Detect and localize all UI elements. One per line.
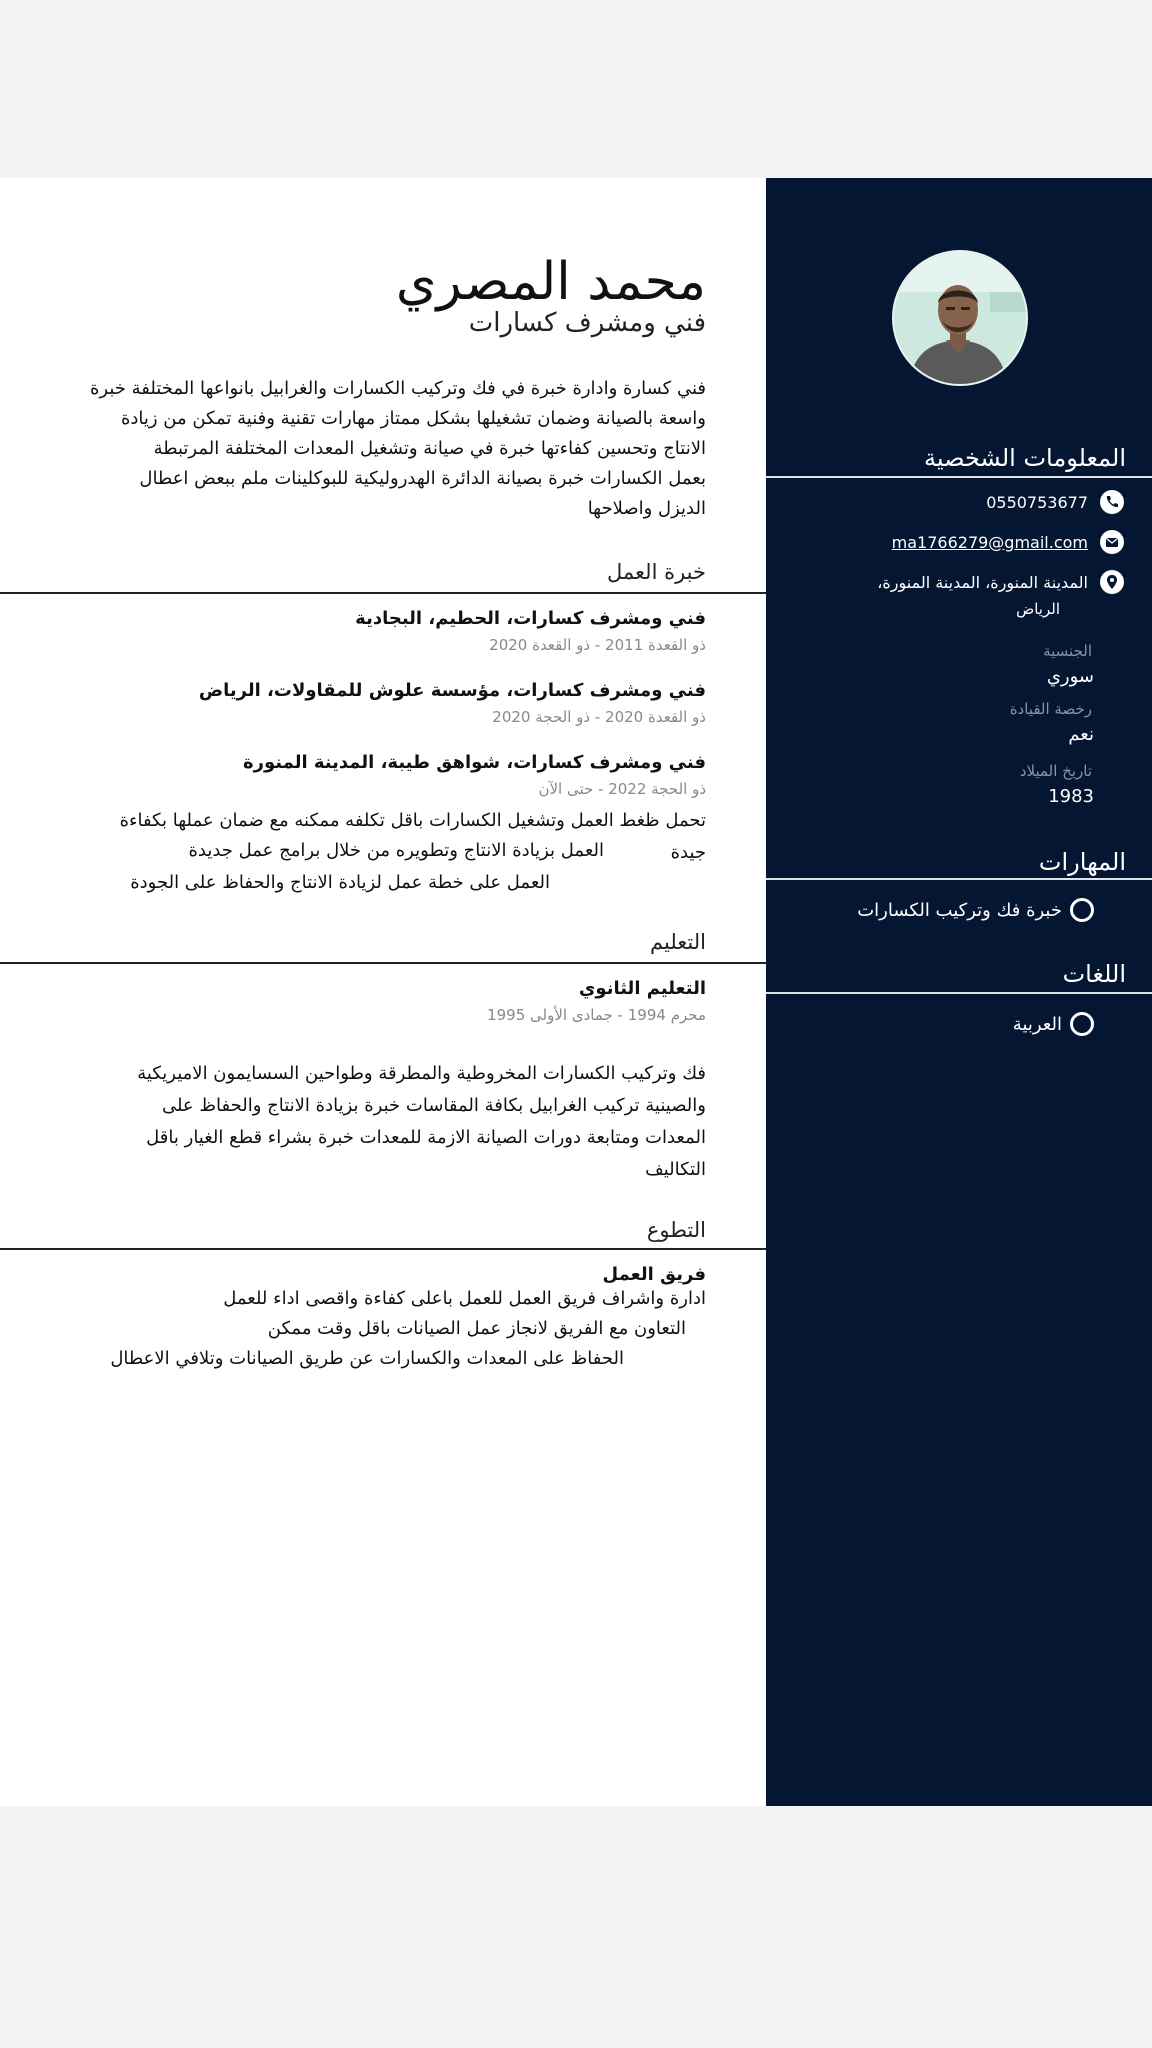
resume-page — [0, 178, 1152, 1806]
nationality-label: الجنسية — [1043, 642, 1092, 660]
education-heading: التعليم — [650, 930, 706, 954]
personal-info-divider — [766, 476, 1152, 478]
job-dates: ذو القعدة 2011 - ذو القعدة 2020 — [489, 636, 706, 654]
location-pin-icon — [1100, 570, 1124, 594]
job-description-line: تحمل ظغط العمل وتشغيل الكسارات باقل تكلفه ممكنه مع ضمان عملها بكفاءة — [119, 810, 706, 831]
education-dates: محرم 1994 - جمادى الأولى 1995 — [487, 1006, 706, 1024]
address-row — [877, 570, 1124, 594]
resume-main — [0, 178, 766, 1806]
phone-row — [986, 490, 1124, 514]
volunteer-heading: التطوع — [646, 1218, 706, 1242]
address-line1: المدينة المنورة، المدينة المنورة، — [877, 572, 1088, 592]
job-description-line: العمل بزيادة الانتاج وتطويره من خلال برامج عمل جديدة — [188, 840, 604, 861]
license-label: رخصة القيادة — [1009, 700, 1092, 718]
volunteer-description-line: الحفاظ على المعدات والكسارات عن طريق الصيانات وتلافي الاعطال — [110, 1348, 624, 1369]
resume-sidebar — [766, 178, 1152, 1806]
experience-heading: خبرة العمل — [607, 560, 706, 584]
job-description-line: العمل على خطة عمل لزيادة الانتاج والحفاظ على الجودة — [130, 872, 550, 893]
volunteer-divider — [0, 1248, 766, 1250]
personal-info-heading: المعلومات الشخصية — [924, 444, 1126, 472]
job-title: فني ومشرف كسارات، مؤسسة علوش للمقاولات، الرياض — [198, 680, 706, 701]
volunteer-description-line: ادارة واشراف فريق العمل للعمل باعلى كفاءة واقصى اداء للعمل — [223, 1288, 706, 1309]
nationality-value: سوري — [1046, 666, 1094, 687]
education-description: فك وتركيب الكسارات المخروطية والمطرقة وطواحين السسايمون الاميريكية والصينية تركيب الغرابيل بكافة المقاسات خبرة بزيادة الانتاج والحفاظ على المعدات ومتابعة دورات الصيانة الازمة للمعدات خبرة بشراء قطع الغيار باقل التكاليف — [137, 1063, 706, 1180]
profile-summary: فني كسارة وادارة خبرة في فك وتركيب الكسارات والغرابيل بانواعها المختلفة خبرة واسعة بالصيانة وضمان تشغيلها بشكل ممتاز مهارات تقنية وفنية تمكن من زيادة الانتاج وتحسين كفاءتها خبرة في صيانة وتشغيل المعدات المختلفة المرتبطة بعمل الكسارات خبرة بصيانة الدائرة الهدروليكية للبوكلينات ملم ببعض اعطال الديزل واصلاحها — [89, 378, 706, 519]
volunteer-description-line: التعاون مع الفريق لانجاز عمل الصيانات باقل وقت ممكن — [267, 1318, 686, 1339]
language-label: العربية — [1012, 1013, 1062, 1035]
birth-date-label: تاريخ الميلاد — [1019, 762, 1092, 780]
email-icon — [1100, 530, 1124, 554]
job-title: فني ومشرف كسارات، الحطيم، البجادية — [355, 608, 706, 629]
skills-divider — [766, 878, 1152, 880]
job-description-line: جيدة — [670, 842, 706, 863]
phone-icon — [1100, 490, 1124, 514]
volunteer-role: فريق العمل — [602, 1264, 706, 1285]
email-row — [892, 530, 1124, 554]
job-dates: ذو القعدة 2020 - ذو الحجة 2020 — [492, 708, 706, 726]
email-link[interactable]: ma1766279@gmail.com — [891, 532, 1088, 552]
experience-divider — [0, 592, 766, 594]
language-item — [1013, 1012, 1094, 1036]
job-dates: ذو الحجة 2022 - حتى الآن — [538, 780, 706, 798]
circle-bullet-icon — [1070, 1012, 1094, 1036]
skills-heading: المهارات — [1038, 848, 1126, 876]
phone-number: 0550753677 — [986, 492, 1088, 512]
languages-heading: اللغات — [1062, 960, 1126, 988]
job-title: فني ومشرف كسارات، شواهق طيبة، المدينة المنورة — [243, 752, 706, 773]
candidate-title: فني ومشرف كسارات — [468, 308, 706, 338]
skill-item — [857, 898, 1094, 922]
license-value: نعم — [1068, 724, 1094, 745]
skill-label: خبرة فك وتركيب الكسارات — [857, 899, 1062, 921]
candidate-name: محمد المصري — [395, 252, 706, 312]
circle-bullet-icon — [1070, 898, 1094, 922]
address-line2: الرياض — [1016, 600, 1060, 618]
birth-year-value: 1983 — [1048, 786, 1094, 807]
languages-divider — [766, 992, 1152, 994]
education-degree: التعليم الثانوي — [578, 978, 706, 999]
education-divider — [0, 962, 766, 964]
profile-photo — [892, 250, 1028, 386]
